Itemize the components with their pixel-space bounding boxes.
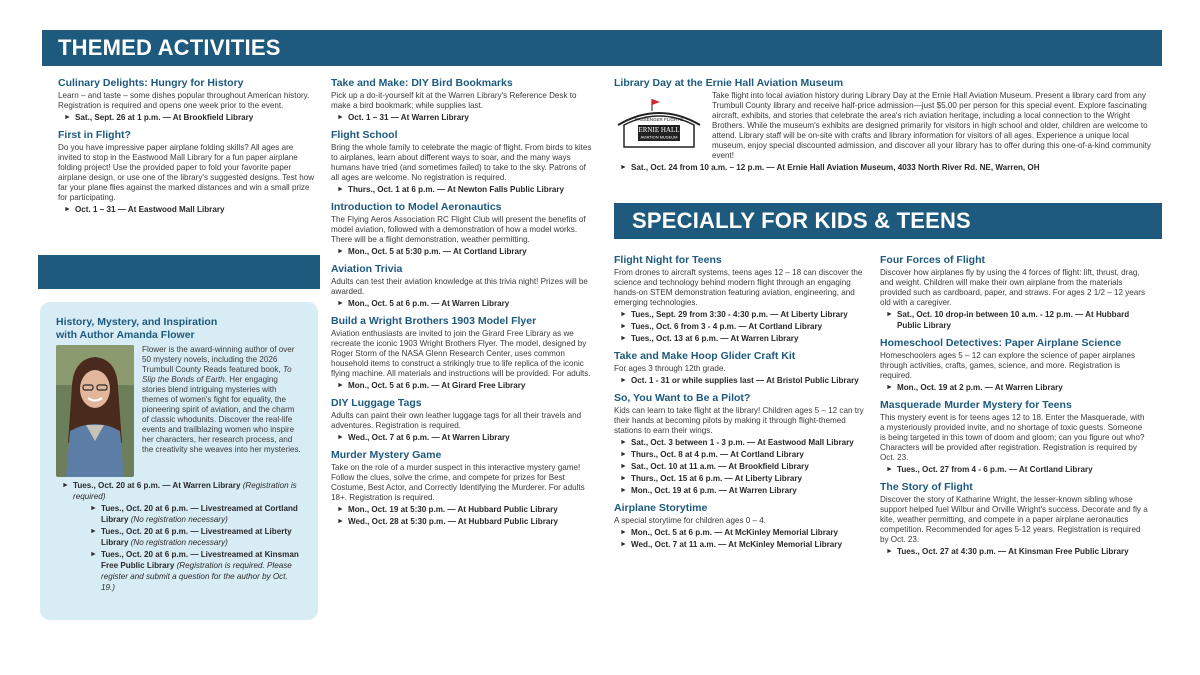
event-time: ► Tues., Oct. 20 at 6 p.m. — At Warren Library (Registration is required) bbox=[62, 481, 297, 501]
event-time: ► Thurs., Oct. 1 at 6 p.m. — At Newton Falls Public Library bbox=[337, 185, 565, 194]
kids-teens-banner: SPECIALLY FOR KIDS & TEENS bbox=[614, 203, 1162, 239]
event-airplane-storytime bbox=[614, 502, 872, 550]
event-time: ► Sat., Oct. 3 between 1 - 3 p.m. — At Eastwood Mall Library bbox=[620, 438, 854, 447]
event-time: ► Tues., Oct. 6 from 3 - 4 p.m. — At Cortland Library bbox=[620, 322, 823, 331]
event-time: ► Mon., Oct. 5 at 5:30 p.m. — At Cortland Library bbox=[337, 247, 527, 256]
arrow-icon: ► bbox=[886, 311, 893, 318]
event-time: ► Tues., Oct. 13 at 6 p.m. — At Warren Library bbox=[620, 334, 799, 343]
event-title: Four Forces of Flight bbox=[880, 254, 985, 266]
event-model-flyer bbox=[331, 315, 593, 391]
arrow-icon: ► bbox=[90, 505, 97, 512]
arrow-icon: ► bbox=[620, 475, 627, 482]
event-flight-school bbox=[331, 129, 593, 195]
author-photo bbox=[56, 345, 134, 477]
arrow-icon: ► bbox=[886, 548, 893, 555]
event-bird-bookmarks bbox=[331, 77, 593, 123]
svg-text:AVIATION MUSEUM: AVIATION MUSEUM bbox=[640, 134, 678, 140]
event-title: Homeschool Detectives: Paper Airplane Science bbox=[880, 337, 1122, 349]
arrow-icon: ► bbox=[337, 382, 344, 389]
event-hoop-glider bbox=[614, 350, 872, 386]
event-description: Discover the story of Katharine Wright, the lesser-known sibling whose support helped fuel Wilbur and Orville Wright's success. Decorate and fly a kite, weather permitting, and compete in a paper airplane aeronautics competition. Recommended for ages 5-12 years. Registration is required by Oct. 23. bbox=[880, 495, 1148, 544]
event-description: A special storytime for children ages 0 – 4. bbox=[614, 516, 767, 525]
event-description: Bring the whole family to celebrate the magic of flight. From birds to kites to airplanes, learn about different ways to soar, and the many ways humans have tried (and sometimes failed) to take to the sky. Patrons of all ages are welcome. No registration is required. bbox=[331, 143, 592, 182]
decorative-band bbox=[38, 255, 320, 289]
event-title: Masquerade Murder Mystery for Teens bbox=[880, 399, 1072, 411]
event-title: So, You Want to Be a Pilot? bbox=[614, 392, 751, 404]
event-first-in-flight bbox=[58, 129, 316, 215]
arrow-icon: ► bbox=[90, 551, 97, 558]
arrow-icon: ► bbox=[620, 335, 627, 342]
event-be-a-pilot bbox=[614, 392, 872, 496]
event-title: Introduction to Model Aeronautics bbox=[331, 201, 502, 213]
event-time: ► Thurs., Oct. 15 at 6 p.m. — At Liberty Library bbox=[620, 474, 803, 483]
author-event-card bbox=[40, 302, 318, 620]
event-description: Do you have impressive paper airplane folding skills? All ages are invited to stop in the Eastwood Mall Library for a fun paper airplane folding project! Use the provided paper to fold your favorite paper airplane design, or use one of the library's suggested designs. Test how far your plane flies against the marked distances and win a small prize for participating. bbox=[58, 143, 315, 202]
event-description: Learn – and taste – some dishes popular throughout American history. Registration is required and opens one week prior to the event. bbox=[58, 91, 310, 110]
event-time: ► Wed., Oct. 28 at 5:30 p.m. — At Hubbard Public Library bbox=[337, 517, 559, 526]
arrow-icon: ► bbox=[62, 482, 69, 489]
arrow-icon: ► bbox=[886, 466, 893, 473]
event-description: For ages 3 through 12th grade. bbox=[614, 364, 726, 373]
arrow-icon: ► bbox=[620, 451, 627, 458]
arrow-icon: ► bbox=[620, 463, 627, 470]
arrow-icon: ► bbox=[620, 377, 627, 384]
column-2 bbox=[331, 77, 593, 533]
arrow-icon: ► bbox=[337, 506, 344, 513]
event-time: ► Mon., Oct. 19 at 6 p.m. — At Warren Library bbox=[620, 486, 797, 495]
event-time: ► Mon., Oct. 19 at 5:30 p.m. — At Hubbard Public Library bbox=[337, 505, 558, 514]
svg-text:ERNIE HALL: ERNIE HALL bbox=[638, 126, 680, 134]
event-homeschool-detectives bbox=[880, 337, 1148, 393]
column-kids-1 bbox=[614, 254, 872, 556]
event-time: ► Mon., Oct. 19 at 2 p.m. — At Warren Library bbox=[886, 383, 1063, 392]
author-body bbox=[56, 345, 302, 477]
event-title: Airplane Storytime bbox=[614, 502, 708, 514]
event-description: From drones to aircraft systems, teens ages 12 – 18 can discover the science and technology behind modern flight through an engaging hands-on STEM demonstration featuring aviation, engineering, and emerging technologies. bbox=[614, 268, 863, 307]
event-time: ► Sat., Oct. 10 drop-in between 10 a.m. - 12 p.m. — At Hubbard Public Library bbox=[886, 310, 1130, 330]
arrow-icon: ► bbox=[337, 248, 344, 255]
event-title: Flight Night for Teens bbox=[614, 254, 722, 266]
column-kids-2 bbox=[880, 254, 1148, 563]
event-title: Flight School bbox=[331, 129, 398, 141]
event-time: ► Mon., Oct. 5 at 6 p.m. — At Girard Free Library bbox=[337, 381, 526, 390]
arrow-icon: ► bbox=[337, 434, 344, 441]
event-murder-mystery bbox=[331, 449, 593, 527]
event-description: Adults can paint their own leather luggage tags for all their travels and adventures. Registration is required. bbox=[331, 411, 582, 430]
event-title: DIY Luggage Tags bbox=[331, 397, 422, 409]
event-time: ► Tues., Oct. 27 at 4:30 p.m. — At Kinsman Free Public Library bbox=[886, 547, 1129, 556]
arrow-icon: ► bbox=[337, 114, 344, 121]
event-time: ► Wed., Oct. 7 at 6 p.m. — At Warren Library bbox=[337, 433, 510, 442]
event-description: Aviation enthusiasts are invited to join the Girard Free Library as we recreate the iconic 1903 Wright Brothers Flyer. The model, designed by Roger Storm of the NASA Glenn Research Center, uses common household items to construct a strikingly true to life replica of the iconic flying machine. All materials and instructions will be provided. For adults. bbox=[331, 329, 591, 378]
author-event-title: History, Mystery, and Inspiration with Author Amanda Flower bbox=[56, 316, 218, 341]
event-time: ► Sat., Oct. 24 from 10 a.m. – 12 p.m. — At Ernie Hall Aviation Museum, 4033 North River Rd. NE, Warren, OH bbox=[620, 163, 1040, 172]
event-time: ► Wed., Oct. 7 at 11 a.m. — At McKinley Memorial Library bbox=[620, 540, 842, 549]
arrow-icon: ► bbox=[620, 541, 627, 548]
event-time: ► Sat., Oct. 10 at 11 a.m. — At Brookfield Library bbox=[620, 462, 809, 471]
event-culinary-delights bbox=[58, 77, 316, 123]
author-event-times bbox=[56, 480, 302, 593]
event-time: ► Oct. 1 – 31 — At Warren Library bbox=[337, 113, 469, 122]
arrow-icon: ► bbox=[337, 186, 344, 193]
event-aviation-trivia bbox=[331, 263, 593, 309]
event-flight-night bbox=[614, 254, 872, 344]
event-title: The Story of Flight bbox=[880, 481, 973, 493]
event-story-of-flight bbox=[880, 481, 1148, 557]
arrow-icon: ► bbox=[337, 518, 344, 525]
event-time: ► Oct. 1 - 31 or while supplies last — At Bristol Public Library bbox=[620, 376, 859, 385]
event-description: Pick up a do-it-yourself kit at the Warren Library's Reference Desk to make a bird bookmark; while supplies last. bbox=[331, 91, 577, 110]
event-title: Library Day at the Ernie Hall Aviation Museum bbox=[614, 77, 844, 89]
arrow-icon: ► bbox=[620, 529, 627, 536]
event-time: ► Tues., Sept. 29 from 3:30 - 4:30 p.m. — At Liberty Library bbox=[620, 310, 848, 319]
event-time: ► Tues., Oct. 20 at 6 p.m. — Livestreamed at Kinsman Free Public Library (Registration is required. Please register and submit a question for the author by Oct. 19.) bbox=[90, 550, 299, 592]
event-masquerade-mystery bbox=[880, 399, 1148, 475]
event-title: First in Flight? bbox=[58, 129, 131, 141]
event-time: ► Tues., Oct. 27 from 4 - 6 p.m. — At Cortland Library bbox=[886, 465, 1093, 474]
event-title: Murder Mystery Game bbox=[331, 449, 442, 461]
arrow-icon: ► bbox=[337, 300, 344, 307]
arrow-icon: ► bbox=[620, 164, 627, 171]
event-description: The Flying Aeros Association RC Flight Club will present the benefits of model aviation, followed with a demonstration of how a model works. There will be a flight demonstration, weather permitting. bbox=[331, 215, 586, 244]
column-1 bbox=[58, 77, 316, 221]
event-time: ► Sat., Sept. 26 at 1 p.m. — At Brookfield Library bbox=[64, 113, 254, 122]
event-time: ► Thurs., Oct. 8 at 4 p.m. — At Cortland Library bbox=[620, 450, 804, 459]
arrow-icon: ► bbox=[620, 487, 627, 494]
event-description: Adults can test their aviation knowledge at this trivia night! Prizes will be awarded. bbox=[331, 277, 588, 296]
event-title: Take and Make: DIY Bird Bookmarks bbox=[331, 77, 513, 89]
event-time: ► Tues., Oct. 20 at 6 p.m. — Livestreamed at Cortland Library (No registration necessary) bbox=[90, 504, 298, 524]
event-title: Culinary Delights: Hungry for History bbox=[58, 77, 244, 89]
author-bio: Flower is the award-winning author of over 50 mystery novels, including the 2026 Trumbull County Reads featured book, To Slip the Bonds of Earth. Her engaging stories blend intriguing mysteries with themes of women's fight for equality, the pioneering spirit of aviation, and the charm of classic whodunits. Discover the real-life events and trailblazing women who inspire her characters, her research process, and the creativity she weaves into her mysteries. bbox=[142, 345, 301, 454]
aviation-museum-section bbox=[614, 77, 1162, 173]
event-time: ► Oct. 1 – 31 — At Eastwood Mall Library bbox=[64, 205, 225, 214]
event-luggage-tags bbox=[331, 397, 593, 443]
event-four-forces bbox=[880, 254, 1148, 331]
event-title: Build a Wright Brothers 1903 Model Flyer bbox=[331, 315, 537, 327]
event-description: Discover how airplanes fly by using the 4 forces of flight: lift, thrust, drag, and weight. Children will make their own airplane from the materials provided such as cardboard, paper, and straws. For ages 2 1/2 – 12 years old with a caregiver. bbox=[880, 268, 1145, 307]
event-time: ► Tues., Oct. 20 at 6 p.m. — Livestreamed at Liberty Library (No registration necessary) bbox=[90, 527, 292, 547]
arrow-icon: ► bbox=[64, 206, 71, 213]
arrow-icon: ► bbox=[64, 114, 71, 121]
event-title: Take and Make Hoop Glider Craft Kit bbox=[614, 350, 796, 362]
arrow-icon: ► bbox=[620, 323, 627, 330]
event-time: ► Mon., Oct. 5 at 6 p.m. — At McKinley Memorial Library bbox=[620, 528, 839, 537]
themed-activities-banner: THEMED ACTIVITIES bbox=[42, 30, 1162, 66]
event-title: Aviation Trivia bbox=[331, 263, 403, 275]
arrow-icon: ► bbox=[90, 528, 97, 535]
event-description: Take flight into local aviation history during Library Day at the Ernie Hall Aviation Museum. Present a library card from any Trumbull County library and receive half-price admission—just $5.00 per person for this special event. Explore fascinating aircraft, exhibits, and stories that celebrate the area's rich aviation heritage, including a local connection to the Wright Brothers. While the museum's exhibits are designed primarily for visitors in high school and older, children are welcome to attend. Library staff will be on-site with crafts and library information for visitors of all ages. Experience a unique local museum, enjoy special discounted admission, and discover all your library has to offer during this one-of-a-kind community event! bbox=[712, 91, 1151, 160]
event-description: Homeschoolers ages 5 – 12 can explore the science of paper airplanes through activities, crafts, games, science, and more. Registration is required. bbox=[880, 351, 1136, 380]
event-description: This mystery event is for teens ages 12 to 18. Enter the Masquerade, with a mysteriously provided invite, and no shortage of toxic guests. Someone is being targeted in this town of doom and gloom; can you figure out who? Characters will be provided after registration. Registration is required by Oct. 23. bbox=[880, 413, 1145, 462]
event-description: Take on the role of a murder suspect in this interactive mystery game! Follow the clues, solve the crime, and compete for prizes for Best Costume, Best Actor, and Correctly Identifying the Murderer. For adults 18+. Registration is required. bbox=[331, 463, 585, 502]
svg-text:PASSENGER FLIGHTS: PASSENGER FLIGHTS bbox=[635, 117, 683, 122]
aviation-museum-logo bbox=[614, 95, 704, 153]
event-description: Kids can learn to take flight at the library! Children ages 5 – 12 can try their hands at becoming pilots by making it through flight-themed stations to earn their wings. bbox=[614, 406, 864, 435]
event-time: ► Mon., Oct. 5 at 6 p.m. — At Warren Library bbox=[337, 299, 510, 308]
event-model-aeronautics bbox=[331, 201, 593, 257]
arrow-icon: ► bbox=[886, 384, 893, 391]
arrow-icon: ► bbox=[620, 311, 627, 318]
arrow-icon: ► bbox=[620, 439, 627, 446]
